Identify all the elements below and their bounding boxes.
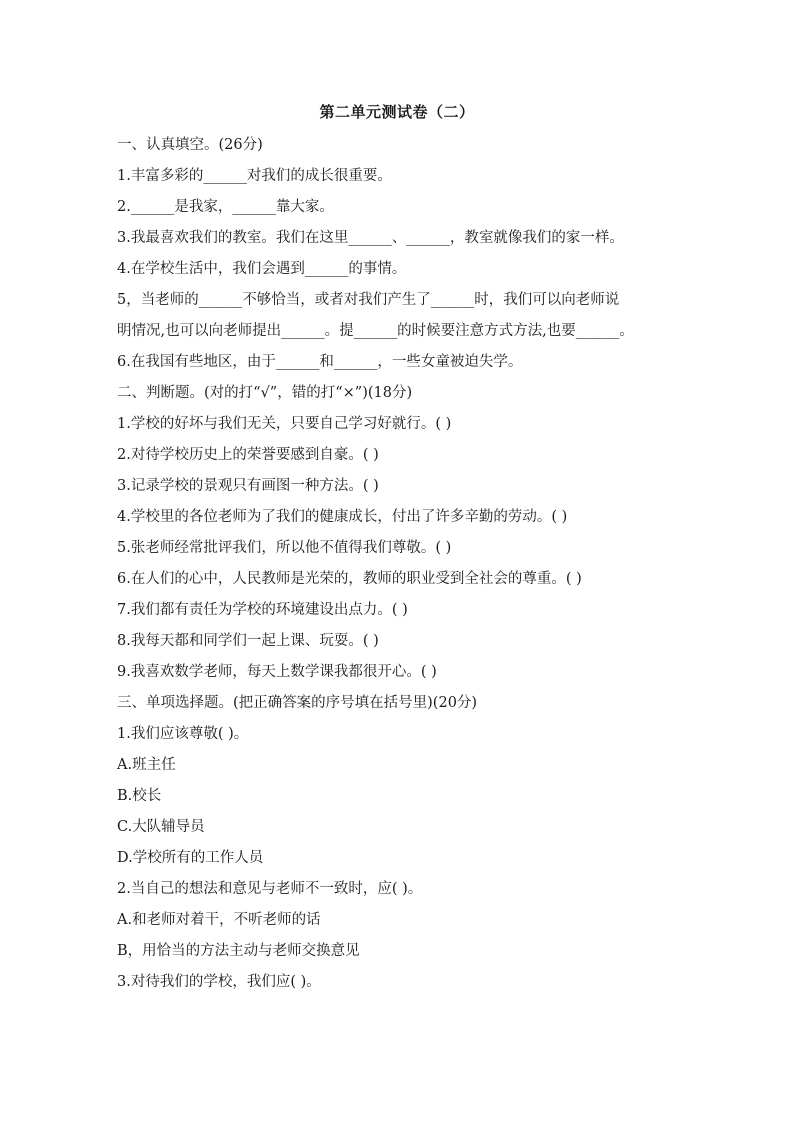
page-title: 第二单元测试卷（二） <box>319 103 475 121</box>
question-line: 3.记录学校的景观只有画图一种方法。( ) <box>117 478 379 494</box>
exam-content <box>117 130 687 998</box>
option-line: C.大队辅导员 <box>117 819 205 835</box>
question-line: 3.对待我们的学校，我们应( )。 <box>117 974 321 990</box>
question-line: 5，当老师的______不够恰当，或者对我们产生了______时，我们可以向老师说 <box>117 292 620 308</box>
option-line: A.和老师对着干，不听老师的话 <box>117 912 321 928</box>
question-line: 2.______是我家，______靠大家。 <box>117 199 334 215</box>
question-line: 8.我每天都和同学们一起上课、玩耍。( ) <box>117 633 379 649</box>
section-heading-multiple-choice: 三、单项选择题。(把正确答案的序号填在括号里)(20分) <box>117 695 478 711</box>
option-line: B.校长 <box>117 788 162 804</box>
question-line: 2.对待学校历史上的荣誉要感到自豪。( ) <box>117 447 379 463</box>
question-line: 7.我们都有责任为学校的环境建设出点力。( ) <box>117 602 408 618</box>
question-line: 6.在人们的心中，人民教师是光荣的，教师的职业受到全社会的尊重。( ) <box>117 571 582 587</box>
section-heading-true-false: 二、判断题。(对的打“√”，错的打“×”)(18分) <box>117 385 413 401</box>
question-line: 6.在我国有些地区，由于______和______，一些女童被迫失学。 <box>117 354 523 370</box>
question-line: 1.我们应该尊敬( )。 <box>117 726 249 742</box>
question-line: 9.我喜欢数学老师，每天上数学课我都很开心。( ) <box>117 664 437 680</box>
question-line: 1.学校的好坏与我们无关，只要自己学习好就行。( ) <box>117 416 452 432</box>
question-line: 4.学校里的各位老师为了我们的健康成长，付出了许多辛勤的劳动。( ) <box>117 509 568 525</box>
option-line: A.班主任 <box>117 757 176 773</box>
question-line: 4.在学校生活中，我们会遇到______的事情。 <box>117 261 407 277</box>
question-line: 1.丰富多彩的______对我们的成长很重要。 <box>117 168 392 184</box>
option-line: D.学校所有的工作人员 <box>117 850 264 866</box>
question-line: 2.当自己的想法和意见与老师不一致时，应( )。 <box>117 881 423 897</box>
option-line: B，用恰当的方法主动与老师交换意见 <box>117 943 360 959</box>
section-heading-fill-blank: 一、认真填空。(26分) <box>117 137 263 153</box>
question-line: 5.张老师经常批评我们，所以他不值得我们尊敬。( ) <box>117 540 452 556</box>
question-line: 3.我最喜欢我们的教室。我们在这里______、______，教室就像我们的家一样。 <box>117 230 624 246</box>
question-line: 明情况,也可以向老师提出______。提______的时候要注意方式方法,也要______。 <box>117 323 634 339</box>
